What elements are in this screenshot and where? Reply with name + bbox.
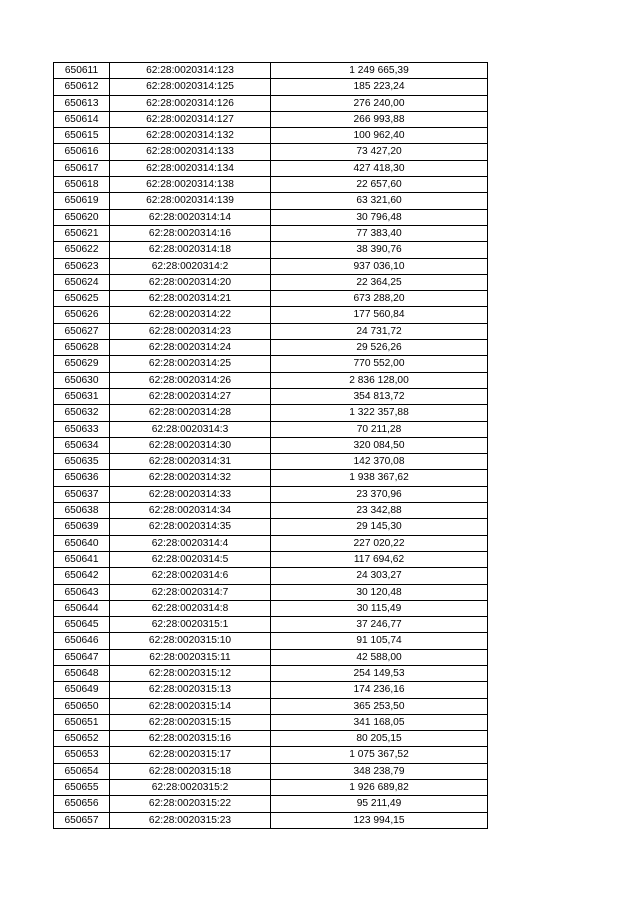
row-number-cell: 650653 — [54, 747, 110, 763]
row-number-cell: 650629 — [54, 356, 110, 372]
table-row — [54, 665, 488, 681]
cadastral-number-cell: 62:28:0020314:25 — [110, 356, 271, 372]
row-number-cell: 650615 — [54, 128, 110, 144]
row-number-cell: 650636 — [54, 470, 110, 486]
table-row — [54, 242, 488, 258]
table-row — [54, 405, 488, 421]
cadastral-value-cell: 73 427,20 — [271, 144, 488, 160]
table-row — [54, 421, 488, 437]
cadastral-number-cell: 62:28:0020314:126 — [110, 95, 271, 111]
cadastral-number-cell: 62:28:0020314:125 — [110, 79, 271, 95]
cadastral-value-cell: 185 223,24 — [271, 79, 488, 95]
row-number-cell: 650641 — [54, 551, 110, 567]
row-number-cell: 650650 — [54, 698, 110, 714]
table-row — [54, 177, 488, 193]
row-number-cell: 650613 — [54, 95, 110, 111]
cadastral-value-cell: 95 211,49 — [271, 796, 488, 812]
table-row — [54, 128, 488, 144]
cadastral-value-cell: 117 694,62 — [271, 551, 488, 567]
table-row — [54, 649, 488, 665]
cadastral-number-cell: 62:28:0020314:31 — [110, 454, 271, 470]
table-row — [54, 340, 488, 356]
table-row — [54, 372, 488, 388]
row-number-cell: 650612 — [54, 79, 110, 95]
cadastral-number-cell: 62:28:0020314:132 — [110, 128, 271, 144]
cadastral-value-cell: 30 120,48 — [271, 584, 488, 600]
cadastral-number-cell: 62:28:0020314:133 — [110, 144, 271, 160]
table-row — [54, 470, 488, 486]
row-number-cell: 650643 — [54, 584, 110, 600]
row-number-cell: 650623 — [54, 258, 110, 274]
cadastral-number-cell: 62:28:0020314:28 — [110, 405, 271, 421]
table-row — [54, 79, 488, 95]
cadastral-number-cell: 62:28:0020314:6 — [110, 568, 271, 584]
row-number-cell: 650614 — [54, 111, 110, 127]
row-number-cell: 650637 — [54, 486, 110, 502]
cadastral-value-cell: 1 249 665,39 — [271, 63, 488, 79]
row-number-cell: 650611 — [54, 63, 110, 79]
cadastral-value-cell: 2 836 128,00 — [271, 372, 488, 388]
cadastral-value-cell: 1 075 367,52 — [271, 747, 488, 763]
cadastral-number-cell: 62:28:0020314:8 — [110, 600, 271, 616]
row-number-cell: 650630 — [54, 372, 110, 388]
cadastral-value-cell: 142 370,08 — [271, 454, 488, 470]
cadastral-number-cell: 62:28:0020315:17 — [110, 747, 271, 763]
table-row — [54, 454, 488, 470]
cadastral-number-cell: 62:28:0020314:134 — [110, 160, 271, 176]
cadastral-value-cell: 254 149,53 — [271, 665, 488, 681]
row-number-cell: 650657 — [54, 812, 110, 828]
row-number-cell: 650655 — [54, 780, 110, 796]
cadastral-value-cell: 24 303,27 — [271, 568, 488, 584]
cadastral-number-cell: 62:28:0020314:34 — [110, 503, 271, 519]
table-row — [54, 731, 488, 747]
cadastral-value-cell: 91 105,74 — [271, 633, 488, 649]
cadastral-value-table — [53, 62, 488, 829]
table-row — [54, 144, 488, 160]
table-row — [54, 486, 488, 502]
cadastral-value-cell: 770 552,00 — [271, 356, 488, 372]
cadastral-value-cell: 24 731,72 — [271, 323, 488, 339]
cadastral-number-cell: 62:28:0020315:16 — [110, 731, 271, 747]
cadastral-value-cell: 1 926 689,82 — [271, 780, 488, 796]
row-number-cell: 650631 — [54, 388, 110, 404]
table-row — [54, 503, 488, 519]
cadastral-value-cell: 70 211,28 — [271, 421, 488, 437]
table-row — [54, 225, 488, 241]
cadastral-number-cell: 62:28:0020314:139 — [110, 193, 271, 209]
table-row — [54, 682, 488, 698]
cadastral-value-cell: 427 418,30 — [271, 160, 488, 176]
cadastral-value-cell: 38 390,76 — [271, 242, 488, 258]
cadastral-number-cell: 62:28:0020314:5 — [110, 551, 271, 567]
table-row — [54, 535, 488, 551]
table-row — [54, 600, 488, 616]
table-row — [54, 209, 488, 225]
cadastral-number-cell: 62:28:0020315:15 — [110, 714, 271, 730]
cadastral-value-cell: 23 370,96 — [271, 486, 488, 502]
cadastral-value-cell: 1 322 357,88 — [271, 405, 488, 421]
row-number-cell: 650656 — [54, 796, 110, 812]
cadastral-number-cell: 62:28:0020314:18 — [110, 242, 271, 258]
table-row — [54, 193, 488, 209]
cadastral-value-cell: 29 145,30 — [271, 519, 488, 535]
cadastral-number-cell: 62:28:0020315:13 — [110, 682, 271, 698]
cadastral-number-cell: 62:28:0020315:11 — [110, 649, 271, 665]
row-number-cell: 650651 — [54, 714, 110, 730]
row-number-cell: 650638 — [54, 503, 110, 519]
table-row — [54, 633, 488, 649]
cadastral-number-cell: 62:28:0020314:4 — [110, 535, 271, 551]
cadastral-number-cell: 62:28:0020315:18 — [110, 763, 271, 779]
table-row — [54, 714, 488, 730]
cadastral-value-cell: 22 364,25 — [271, 274, 488, 290]
table-row — [54, 111, 488, 127]
cadastral-value-cell: 266 993,88 — [271, 111, 488, 127]
cadastral-value-cell: 77 383,40 — [271, 225, 488, 241]
cadastral-value-cell: 354 813,72 — [271, 388, 488, 404]
cadastral-number-cell: 62:28:0020314:24 — [110, 340, 271, 356]
row-number-cell: 650621 — [54, 225, 110, 241]
row-number-cell: 650647 — [54, 649, 110, 665]
row-number-cell: 650640 — [54, 535, 110, 551]
cadastral-value-cell: 23 342,88 — [271, 503, 488, 519]
table-body — [54, 63, 488, 829]
cadastral-number-cell: 62:28:0020314:16 — [110, 225, 271, 241]
row-number-cell: 650616 — [54, 144, 110, 160]
table-row — [54, 274, 488, 290]
cadastral-value-cell: 673 288,20 — [271, 291, 488, 307]
cadastral-number-cell: 62:28:0020314:127 — [110, 111, 271, 127]
table-row — [54, 291, 488, 307]
cadastral-number-cell: 62:28:0020314:3 — [110, 421, 271, 437]
row-number-cell: 650645 — [54, 617, 110, 633]
cadastral-value-cell: 227 020,22 — [271, 535, 488, 551]
cadastral-value-cell: 80 205,15 — [271, 731, 488, 747]
cadastral-number-cell: 62:28:0020314:30 — [110, 437, 271, 453]
table-row — [54, 258, 488, 274]
row-number-cell: 650644 — [54, 600, 110, 616]
row-number-cell: 650654 — [54, 763, 110, 779]
cadastral-number-cell: 62:28:0020314:32 — [110, 470, 271, 486]
row-number-cell: 650627 — [54, 323, 110, 339]
cadastral-value-cell: 63 321,60 — [271, 193, 488, 209]
row-number-cell: 650649 — [54, 682, 110, 698]
cadastral-number-cell: 62:28:0020314:22 — [110, 307, 271, 323]
table-row — [54, 388, 488, 404]
table-row — [54, 796, 488, 812]
cadastral-value-cell: 22 657,60 — [271, 177, 488, 193]
table-row — [54, 747, 488, 763]
row-number-cell: 650652 — [54, 731, 110, 747]
cadastral-value-cell: 365 253,50 — [271, 698, 488, 714]
table-row — [54, 617, 488, 633]
table-row — [54, 584, 488, 600]
row-number-cell: 650633 — [54, 421, 110, 437]
cadastral-number-cell: 62:28:0020315:14 — [110, 698, 271, 714]
cadastral-value-cell: 348 238,79 — [271, 763, 488, 779]
cadastral-number-cell: 62:28:0020315:2 — [110, 780, 271, 796]
table-row — [54, 780, 488, 796]
row-number-cell: 650634 — [54, 437, 110, 453]
cadastral-value-cell: 37 246,77 — [271, 617, 488, 633]
row-number-cell: 650632 — [54, 405, 110, 421]
row-number-cell: 650618 — [54, 177, 110, 193]
table-row — [54, 698, 488, 714]
table-row — [54, 63, 488, 79]
row-number-cell: 650626 — [54, 307, 110, 323]
cadastral-number-cell: 62:28:0020314:2 — [110, 258, 271, 274]
cadastral-number-cell: 62:28:0020315:12 — [110, 665, 271, 681]
row-number-cell: 650625 — [54, 291, 110, 307]
cadastral-value-cell: 320 084,50 — [271, 437, 488, 453]
cadastral-number-cell: 62:28:0020314:7 — [110, 584, 271, 600]
row-number-cell: 650617 — [54, 160, 110, 176]
table-row — [54, 551, 488, 567]
cadastral-value-cell: 100 962,40 — [271, 128, 488, 144]
table-row — [54, 568, 488, 584]
cadastral-value-cell: 937 036,10 — [271, 258, 488, 274]
cadastral-value-cell: 123 994,15 — [271, 812, 488, 828]
cadastral-value-cell: 30 115,49 — [271, 600, 488, 616]
row-number-cell: 650628 — [54, 340, 110, 356]
cadastral-value-cell: 276 240,00 — [271, 95, 488, 111]
table-row — [54, 323, 488, 339]
cadastral-number-cell: 62:28:0020314:20 — [110, 274, 271, 290]
row-number-cell: 650646 — [54, 633, 110, 649]
cadastral-number-cell: 62:28:0020314:33 — [110, 486, 271, 502]
table-row — [54, 437, 488, 453]
cadastral-number-cell: 62:28:0020315:23 — [110, 812, 271, 828]
cadastral-number-cell: 62:28:0020315:10 — [110, 633, 271, 649]
table-row — [54, 356, 488, 372]
cadastral-number-cell: 62:28:0020314:21 — [110, 291, 271, 307]
row-number-cell: 650642 — [54, 568, 110, 584]
table-row — [54, 95, 488, 111]
cadastral-number-cell: 62:28:0020315:22 — [110, 796, 271, 812]
cadastral-number-cell: 62:28:0020314:23 — [110, 323, 271, 339]
cadastral-number-cell: 62:28:0020314:14 — [110, 209, 271, 225]
row-number-cell: 650635 — [54, 454, 110, 470]
cadastral-number-cell: 62:28:0020315:1 — [110, 617, 271, 633]
row-number-cell: 650624 — [54, 274, 110, 290]
table-row — [54, 812, 488, 828]
cadastral-value-cell: 341 168,05 — [271, 714, 488, 730]
cadastral-value-cell: 42 588,00 — [271, 649, 488, 665]
cadastral-value-cell: 29 526,26 — [271, 340, 488, 356]
cadastral-value-cell: 177 560,84 — [271, 307, 488, 323]
table-row — [54, 519, 488, 535]
cadastral-number-cell: 62:28:0020314:123 — [110, 63, 271, 79]
row-number-cell: 650619 — [54, 193, 110, 209]
cadastral-value-cell: 30 796,48 — [271, 209, 488, 225]
cadastral-value-cell: 1 938 367,62 — [271, 470, 488, 486]
cadastral-number-cell: 62:28:0020314:138 — [110, 177, 271, 193]
table-row — [54, 763, 488, 779]
row-number-cell: 650648 — [54, 665, 110, 681]
table-row — [54, 307, 488, 323]
row-number-cell: 650639 — [54, 519, 110, 535]
cadastral-number-cell: 62:28:0020314:35 — [110, 519, 271, 535]
row-number-cell: 650620 — [54, 209, 110, 225]
cadastral-number-cell: 62:28:0020314:27 — [110, 388, 271, 404]
row-number-cell: 650622 — [54, 242, 110, 258]
cadastral-number-cell: 62:28:0020314:26 — [110, 372, 271, 388]
cadastral-value-cell: 174 236,16 — [271, 682, 488, 698]
table-row — [54, 160, 488, 176]
